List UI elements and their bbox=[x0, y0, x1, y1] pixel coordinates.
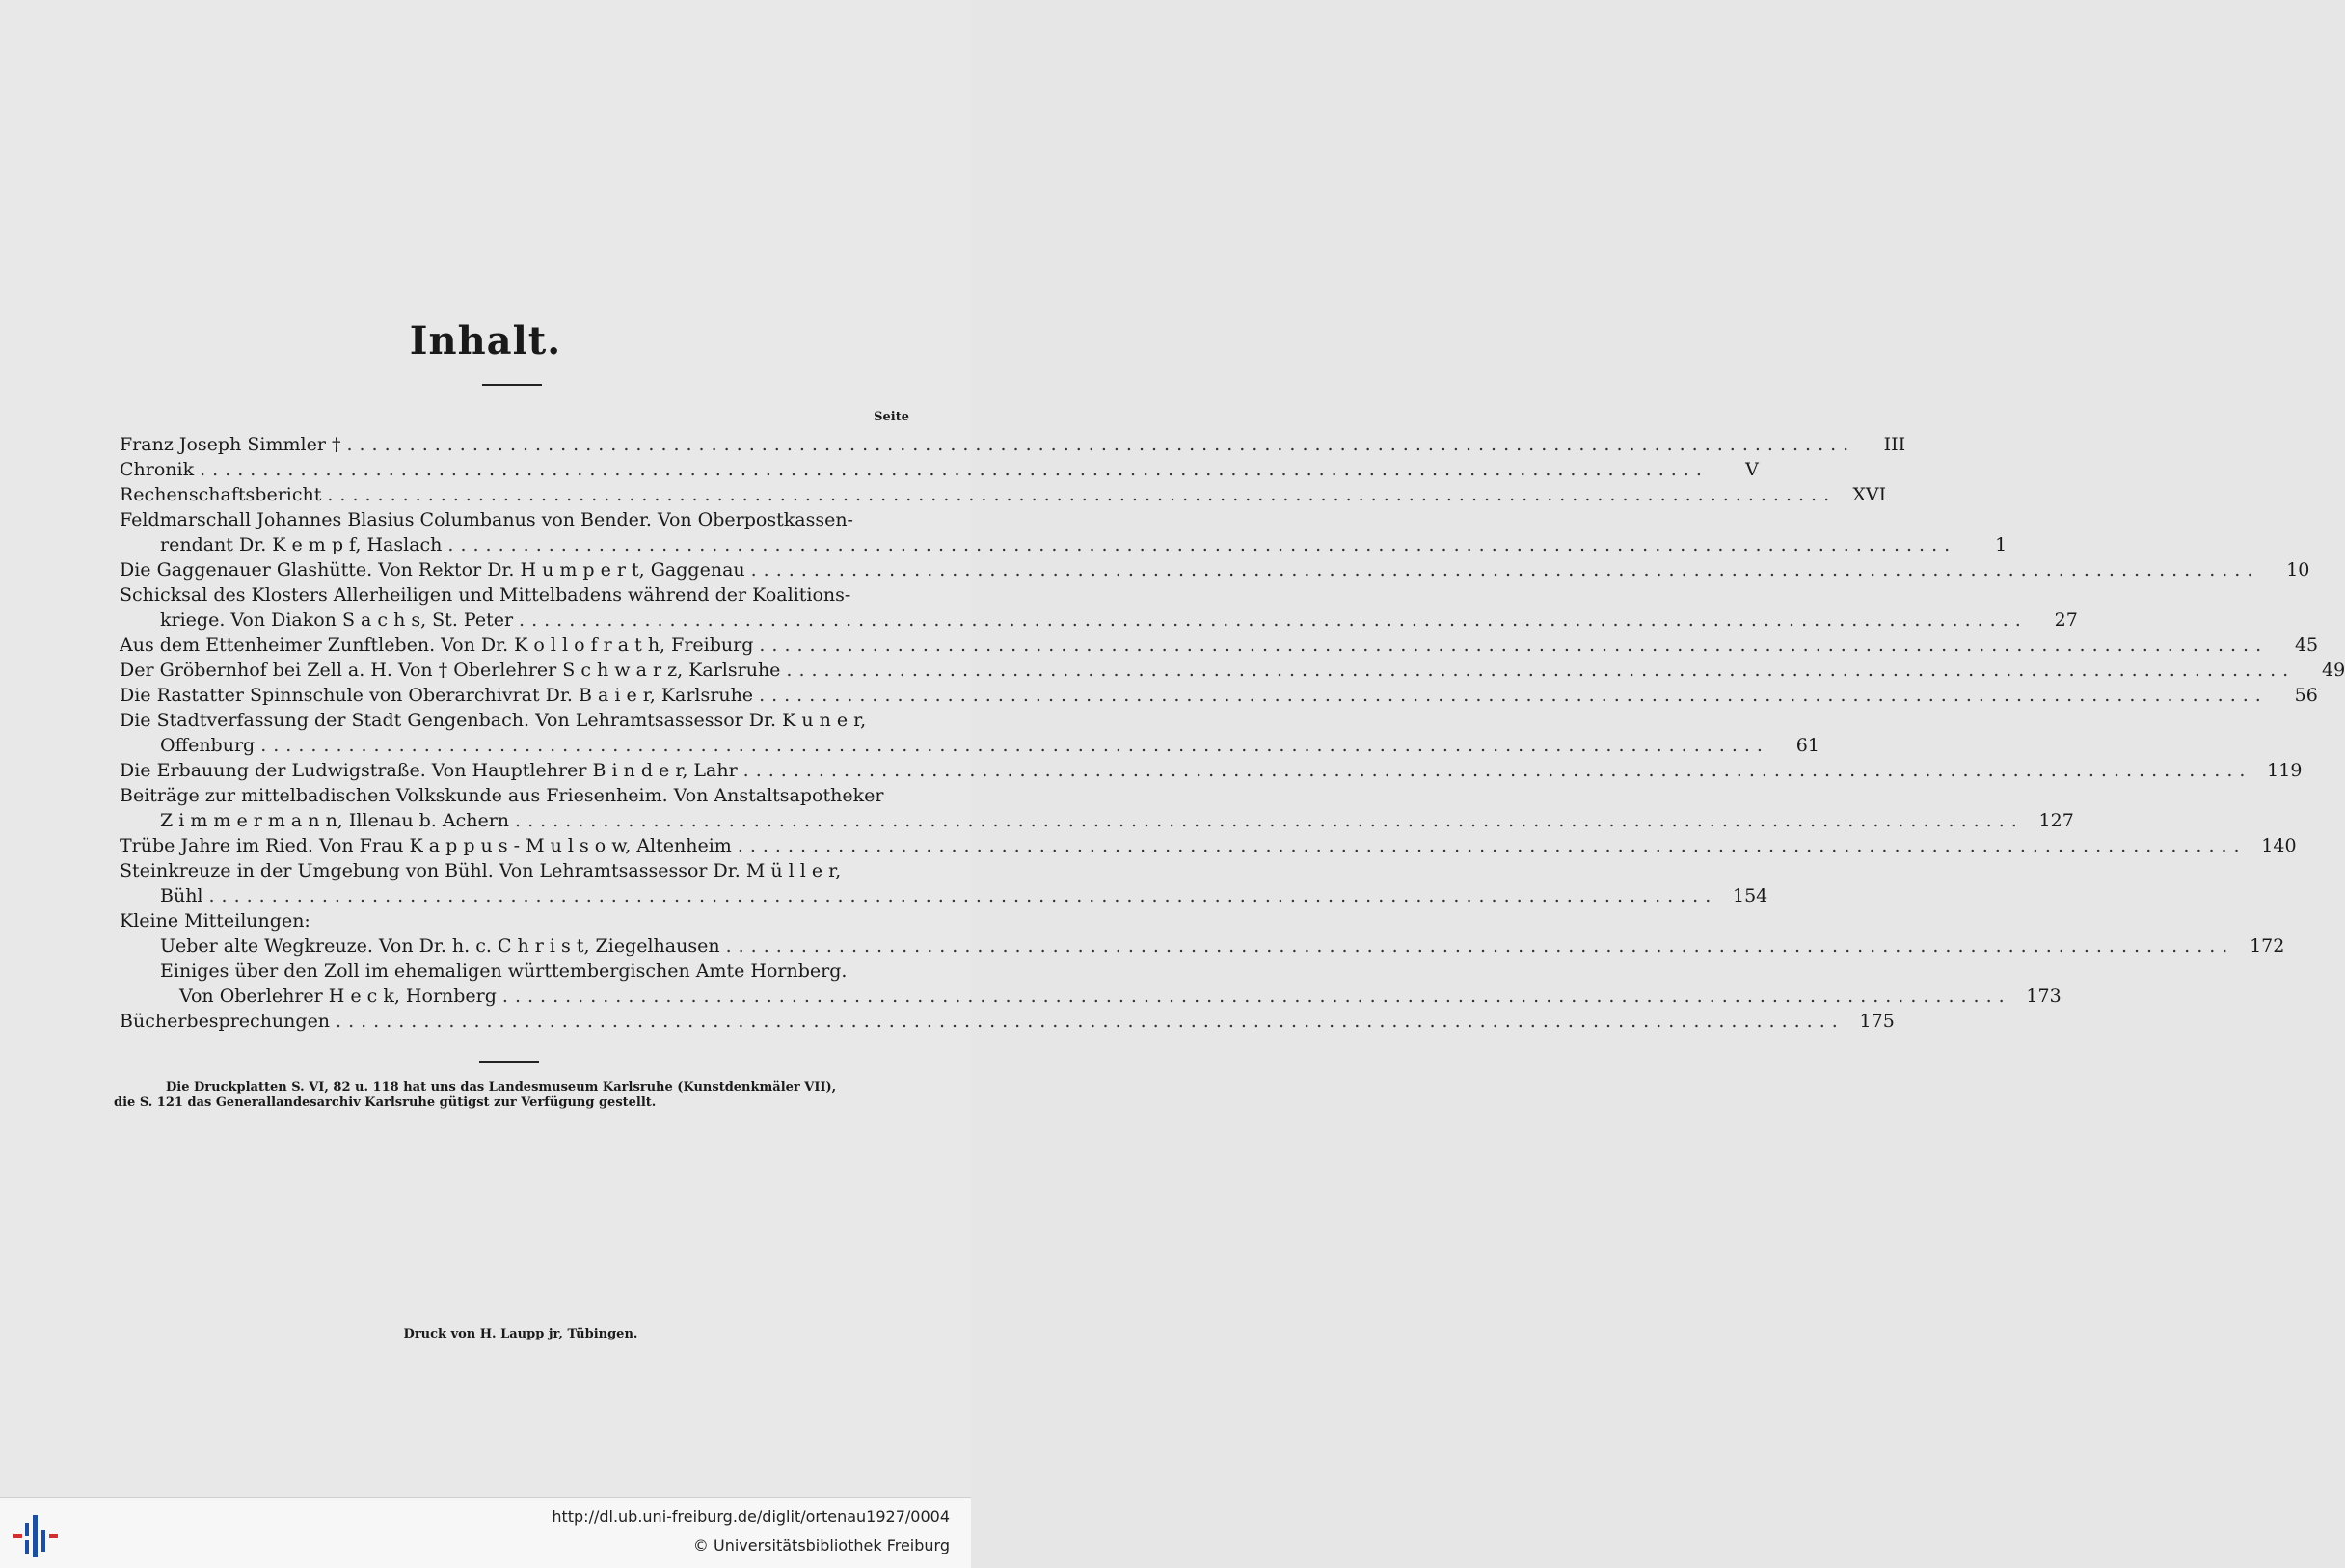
copyright-text: © Universitätsbibliothek Freiburg bbox=[692, 1536, 950, 1554]
toc-entry-page: 10 bbox=[2286, 559, 2310, 581]
toc-entry bbox=[120, 933, 2285, 959]
toc-entry-title: Die Rastatter Spinnschule von Oberarchivrat Dr. B a i e r, Karlsruhe bbox=[120, 685, 754, 706]
toc-entry-page: XVI bbox=[1852, 484, 1887, 505]
toc-entry-title: Von Oberlehrer H e c k, Hornberg bbox=[179, 986, 497, 1007]
toc-entry-page: 45 bbox=[2294, 635, 2319, 656]
toc-entry-title: Die Stadtverfassung der Stadt Gengenbach. Von Lehramtsassessor Dr. K u n e r, bbox=[120, 710, 867, 731]
table-of-contents bbox=[120, 432, 2345, 1034]
toc-entry-title: Die Erbauung der Ludwigstraße. Von Hauptlehrer B i n d e r, Lahr bbox=[120, 760, 738, 781]
toc-entry bbox=[120, 708, 906, 733]
toc-dot-leader: ........................................................................................................................ bbox=[346, 434, 1856, 455]
toc-entry-title: Offenburg bbox=[160, 735, 256, 756]
toc-entry-page: 119 bbox=[2267, 760, 2303, 781]
toc-entry bbox=[120, 432, 1906, 457]
toc-entry-page: 154 bbox=[1733, 885, 1768, 906]
toc-entry bbox=[120, 507, 906, 532]
toc-dot-leader: ........................................................................................................................ bbox=[759, 685, 2268, 706]
footnote-line: Die Druckplatten S. VI, 82 u. 118 hat uns das Landesmuseum Karlsruhe (Kunstdenkmäler VII), bbox=[166, 1080, 837, 1095]
toc-dot-leader: ........................................................................................................................ bbox=[515, 810, 2024, 831]
toc-dot-leader: ........................................................................................................................ bbox=[447, 534, 1957, 555]
toc-dot-leader: ........................................................................................................................ bbox=[519, 609, 2028, 631]
footnote bbox=[114, 1080, 914, 1111]
toc-dot-leader: ........................................................................................................................ bbox=[725, 935, 2235, 957]
page-title: Inhalt. bbox=[409, 318, 562, 364]
printer-imprint: Druck von H. Laupp jr, Tübingen. bbox=[403, 1327, 638, 1341]
toc-dot-leader: ........................................................................................................................ bbox=[260, 735, 1769, 756]
toc-entry-title: Die Gaggenauer Glashütte. Von Rektor Dr. H u m p e r t, Gaggenau bbox=[120, 559, 745, 581]
toc-dot-leader: ........................................................................................................................ bbox=[327, 484, 1837, 505]
toc-entry bbox=[120, 883, 1768, 908]
toc-entry-title: kriege. Von Diakon S a c h s, St. Peter bbox=[160, 609, 514, 631]
toc-dot-leader: ........................................................................................................................ bbox=[742, 760, 2252, 781]
toc-entry-title: Kleine Mitteilungen: bbox=[120, 910, 310, 932]
page-column-label: Seite bbox=[874, 410, 909, 424]
toc-entry bbox=[120, 858, 906, 883]
document-url-link[interactable]: http://dl.ub.uni-freiburg.de/diglit/ortenau1927/0004 bbox=[552, 1507, 950, 1526]
toc-entry-title: Schicksal des Klosters Allerheiligen und Mittelbadens während der Koalitions- bbox=[120, 584, 851, 606]
toc-entry bbox=[120, 658, 2345, 683]
toc-entry-page: V bbox=[1745, 459, 1759, 480]
toc-entry bbox=[120, 783, 906, 808]
toc-dot-leader: ........................................................................................................................ bbox=[759, 635, 2269, 656]
toc-entry bbox=[120, 608, 2078, 633]
toc-entry-title: Chronik bbox=[120, 459, 195, 480]
toc-entry-title: Z i m m e r m a n n, Illenau b. Achern bbox=[160, 810, 510, 831]
toc-entry-title: Bühl bbox=[160, 885, 203, 906]
toc-entry-page: 61 bbox=[1795, 735, 1819, 756]
title-rule bbox=[482, 384, 542, 386]
toc-entry bbox=[120, 959, 906, 984]
toc-entry bbox=[120, 457, 1759, 482]
toc-entry-page: 173 bbox=[2026, 986, 2062, 1007]
toc-entry bbox=[120, 908, 906, 933]
toc-entry bbox=[120, 984, 2062, 1009]
toc-entry-title: Aus dem Ettenheimer Zunftleben. Von Dr. K o l l o f r a t h, Freiburg bbox=[120, 635, 754, 656]
toc-dot-leader: ........................................................................................................................ bbox=[737, 835, 2247, 856]
toc-entry-title: Feldmarschall Johannes Blasius Columbanus von Bender. Von Oberpostkassen- bbox=[120, 509, 853, 530]
toc-entry-title: Ueber alte Wegkreuze. Von Dr. h. c. C h r i s t, Ziegelhausen bbox=[160, 935, 720, 957]
toc-entry-page: III bbox=[1883, 434, 1906, 455]
toc-dot-leader: ........................................................................................................................ bbox=[501, 986, 2011, 1007]
toc-dot-leader: ........................................................................................................................ bbox=[208, 885, 1718, 906]
toc-entry bbox=[120, 808, 2074, 833]
viewer-footer-bar bbox=[0, 1497, 971, 1568]
toc-entry-page: 127 bbox=[2038, 810, 2074, 831]
toc-entry-page: 172 bbox=[2250, 935, 2285, 957]
toc-entry bbox=[120, 758, 2303, 783]
toc-entry bbox=[120, 733, 1819, 758]
toc-entry-title: Rechenschaftsbericht bbox=[120, 484, 322, 505]
ub-freiburg-logo-icon bbox=[12, 1511, 62, 1561]
toc-entry-title: Bücherbesprechungen bbox=[120, 1011, 331, 1032]
toc-entry bbox=[120, 482, 1887, 507]
toc-entry bbox=[120, 833, 2297, 858]
toc-dot-leader: ........................................................................................................................ bbox=[750, 559, 2260, 581]
toc-entry-page: 27 bbox=[2054, 609, 2078, 631]
toc-entry-title: Der Gröbernhof bei Zell a. H. Von † Oberlehrer S c h w a r z, Karlsruhe bbox=[120, 660, 781, 681]
toc-entry bbox=[120, 532, 2008, 557]
toc-dot-leader: ........................................................................................................................ bbox=[200, 459, 1709, 480]
toc-dot-leader: ........................................................................................................................ bbox=[786, 660, 2296, 681]
toc-entry-title: Steinkreuze in der Umgebung von Bühl. Von Lehramtsassessor Dr. M ü l l e r, bbox=[120, 860, 842, 881]
toc-entry bbox=[120, 683, 2318, 708]
toc-entry bbox=[120, 582, 906, 608]
toc-entry bbox=[120, 557, 2310, 582]
toc-entry-title: Trübe Jahre im Ried. Von Frau K a p p u s - M u l s o w, Altenheim bbox=[120, 835, 732, 856]
toc-entry-page: 1 bbox=[1995, 534, 2008, 555]
toc-dot-leader: ........................................................................................................................ bbox=[336, 1011, 1845, 1032]
footnote-line: die S. 121 das Generallandesarchiv Karlsruhe gütigst zur Verfügung gestellt. bbox=[114, 1095, 657, 1110]
toc-entry bbox=[120, 633, 2319, 658]
toc-entry-page: 140 bbox=[2261, 835, 2297, 856]
toc-entry-title: rendant Dr. K e m p f, Haslach bbox=[160, 534, 443, 555]
toc-entry-page: 49 bbox=[2321, 660, 2345, 681]
toc-entry-page: 56 bbox=[2294, 685, 2318, 706]
footnote-rule bbox=[479, 1061, 539, 1063]
toc-entry-page: 175 bbox=[1859, 1011, 1895, 1032]
toc-entry bbox=[120, 1009, 1895, 1034]
toc-entry-title: Einiges über den Zoll im ehemaligen württembergischen Amte Hornberg. bbox=[160, 960, 848, 982]
toc-entry-title: Beiträge zur mittelbadischen Volkskunde aus Friesenheim. Von Anstaltsapotheker bbox=[120, 785, 884, 806]
toc-entry-title: Franz Joseph Simmler † bbox=[120, 434, 341, 455]
